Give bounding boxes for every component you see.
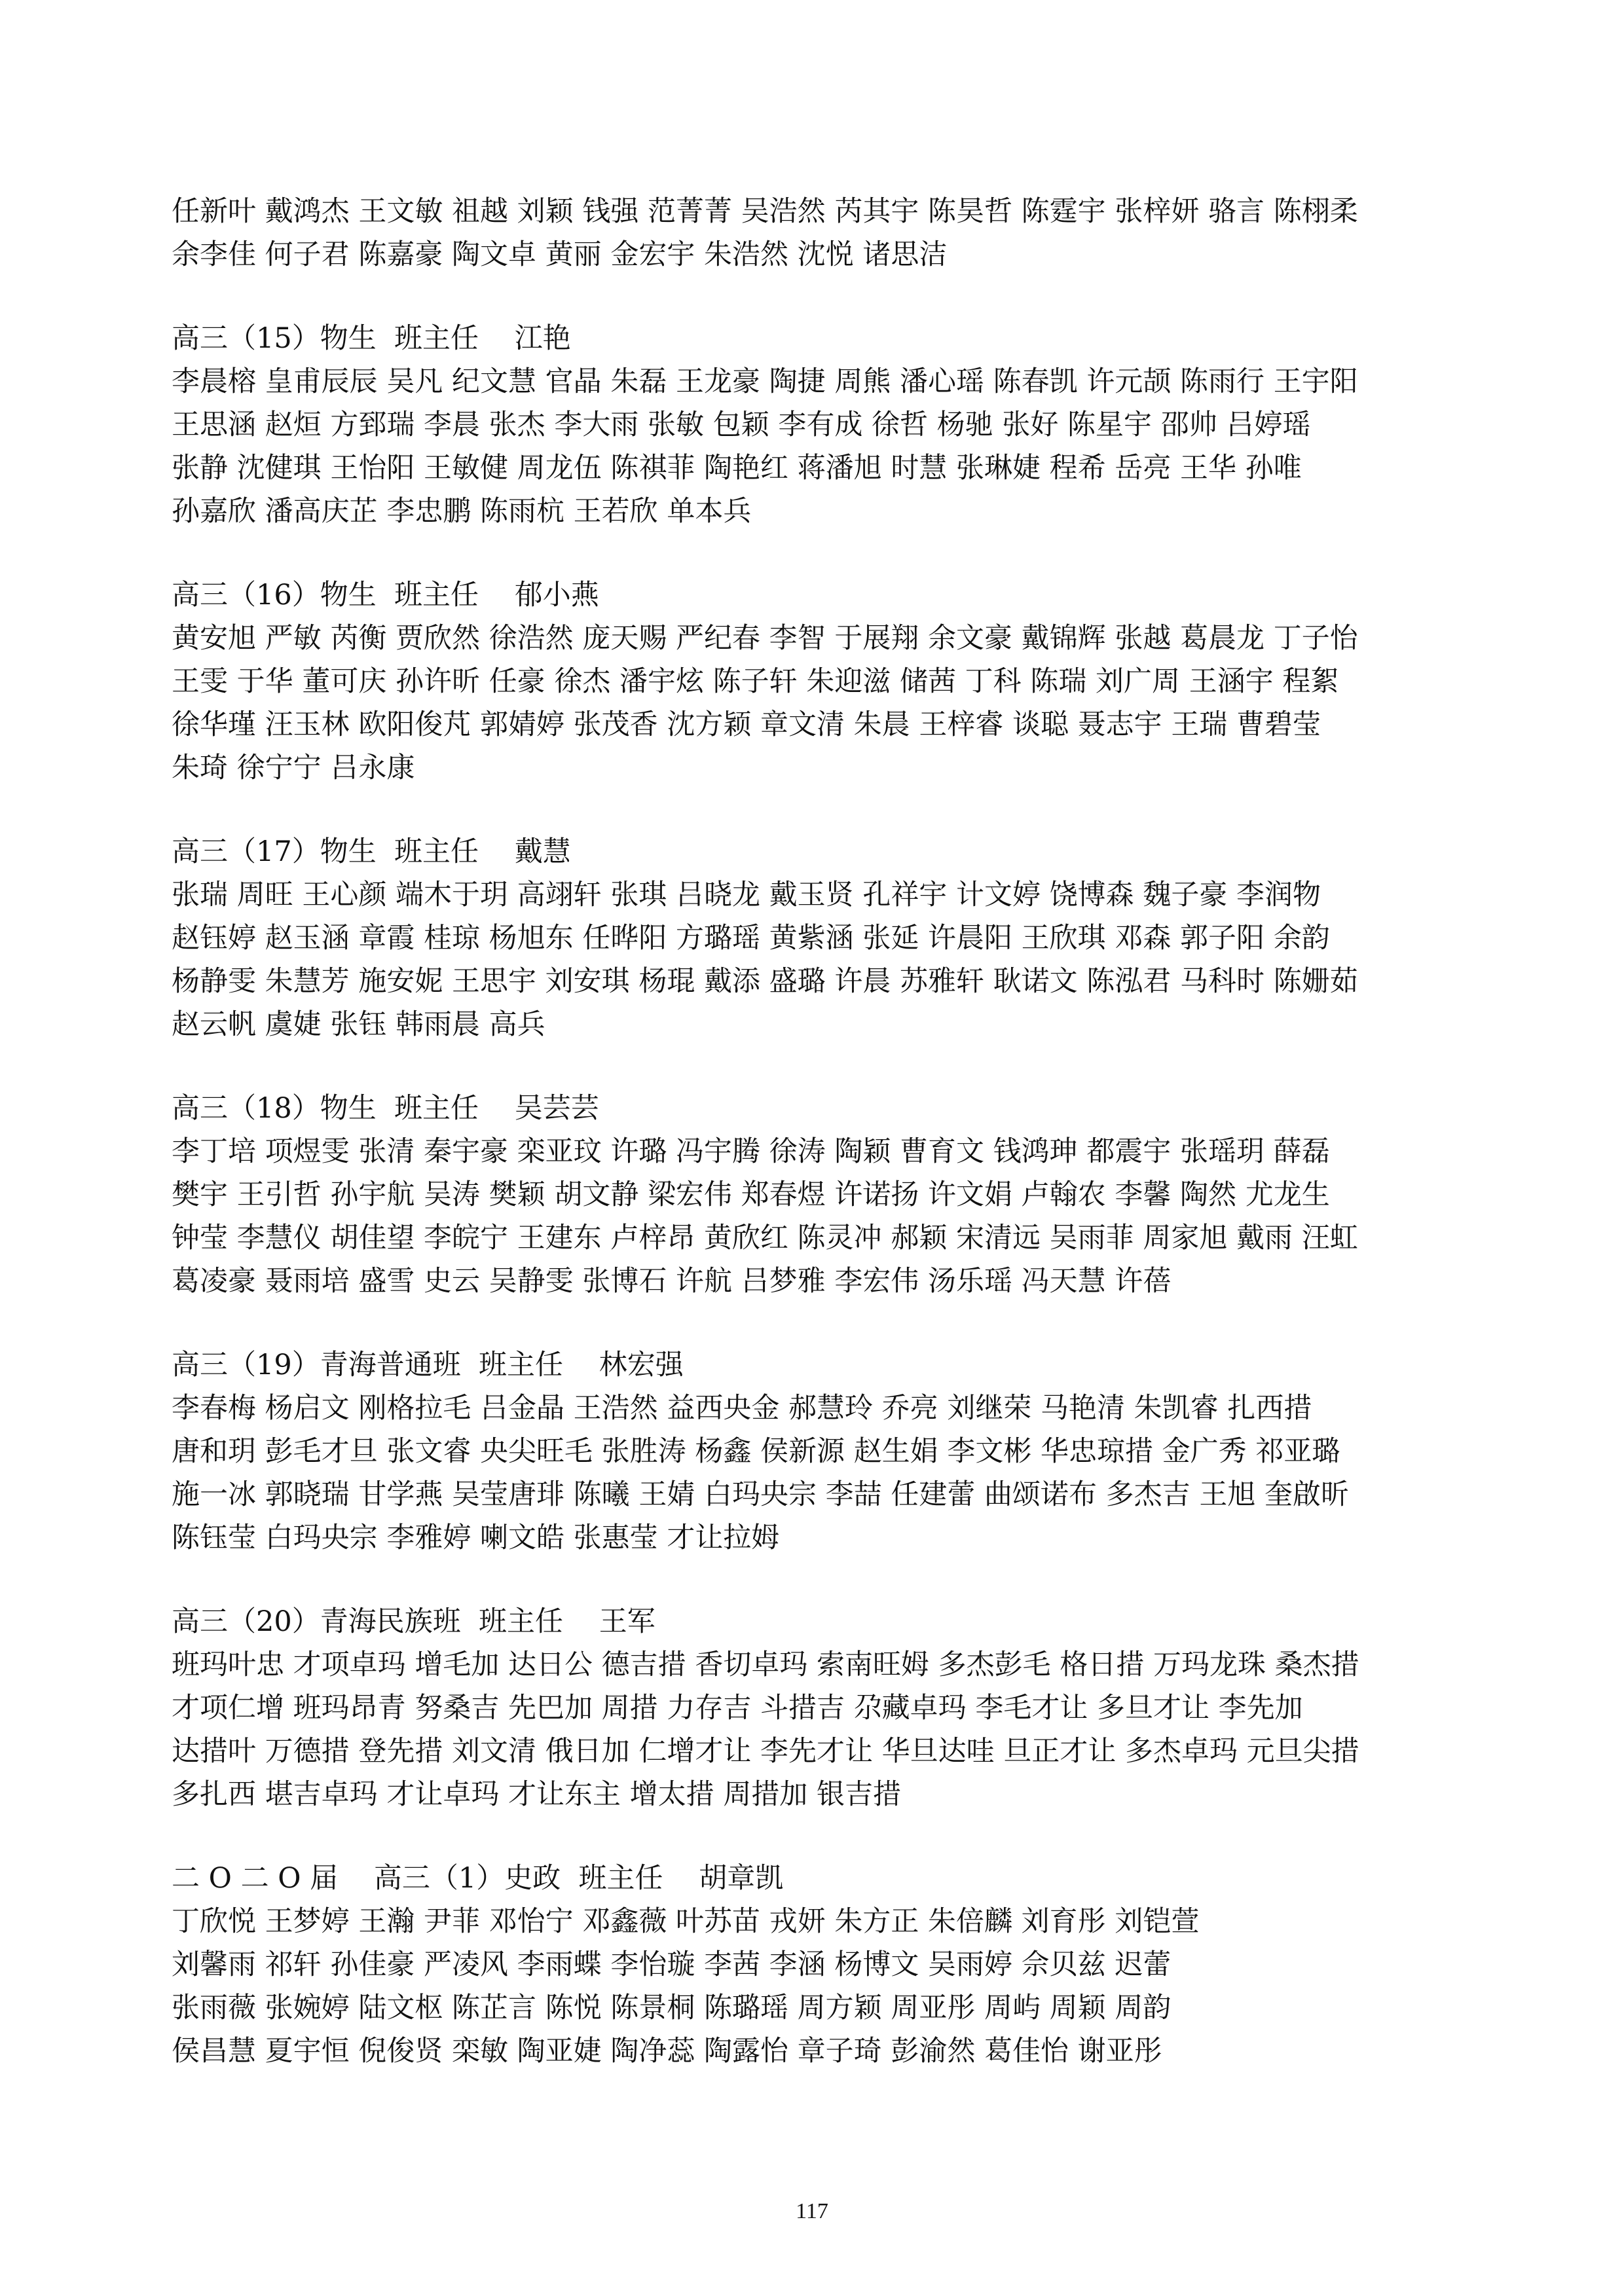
name-list-line: 刘馨雨 祁轩 孙佳豪 严凌风 李雨蝶 李怡璇 李茜 李涵 杨博文 吴雨婷 佘贝兹 迟蕾 [172,1948,1172,1981]
name-list-line: 黄安旭 严敏 芮衡 贾欣然 徐浩然 庞天赐 严纪春 李智 于展翔 余文豪 戴锦辉 张越 葛晨龙 丁子怡 [172,622,1358,655]
name-list-line: 王思涵 赵烜 方郅瑞 李晨 张杰 李大雨 张敏 包颖 李有成 徐哲 杨驰 张好 陈星宇 邵帅 吕婷瑶 [172,409,1311,441]
name-list-line: 多扎西 堪吉卓玛 才让卓玛 才让东主 增太措 周措加 银吉措 [172,1778,902,1811]
class-heading: 高三（19）青海普通班 班主任 林宏强 [172,1349,684,1381]
class-section [172,574,1475,790]
name-list-line: 才项仁增 班玛昂青 努桑吉 先巴加 周措 力存吉 斗措吉 尕藏卓玛 李毛才让 多旦才让 李先加 [172,1692,1303,1724]
class-section [172,1087,1475,1303]
name-list-line: 丁欣悦 王梦婷 王瀚 尹菲 邓怡宁 邓鑫薇 叶苏苗 戎妍 朱方正 朱倍麟 刘育彤 刘铠萱 [172,1905,1200,1938]
name-list-line: 杨静雯 朱慧芳 施安妮 王思宇 刘安琪 杨琨 戴添 盛璐 许晨 苏雅轩 耿诺文 陈泓君 马科时 陈姗茹 [172,965,1358,998]
class-heading: 高三（20）青海民族班 班主任 王军 [172,1605,655,1638]
name-list-line: 李丁培 项煜雯 张清 秦宇豪 栾亚玟 许璐 冯宇腾 徐涛 陶颖 曹育文 钱鸿珅 都震宇 张瑶玥 薛磊 [172,1135,1330,1168]
name-list-line: 朱琦 徐宁宁 吕永康 [172,752,415,784]
page-number: 117 [796,2199,828,2223]
name-list-line: 孙嘉欣 潘高庆芷 李忠鹏 陈雨杭 王若欣 单本兵 [172,495,752,528]
name-list-line: 樊宇 王引哲 孙宇航 吴涛 樊颖 胡文静 梁宏伟 郑春煜 许诺扬 许文娟 卢翰农 李馨 陶然 尤龙生 [172,1178,1330,1211]
class-heading: 高三（16）物生 班主任 郁小燕 [172,579,599,611]
class-heading: 高三（18）物生 班主任 吴芸芸 [172,1092,599,1125]
name-list-line: 唐和玥 彭毛才旦 张文睿 央尖旺毛 张胜涛 杨鑫 侯新源 赵生娟 李文彬 华忠琼措 金广秀 祁亚璐 [172,1435,1340,1468]
document-body [172,190,1475,2073]
name-list-line: 余李佳 何子君 陈嘉豪 陶文卓 黄丽 金宏宇 朱浩然 沈悦 诸思洁 [172,238,948,271]
name-list-section [172,190,1475,276]
name-list-line: 葛凌豪 聂雨培 盛雪 史云 吴静雯 张博石 许航 吕梦雅 李宏伟 汤乐瑶 冯天慧 许蓓 [172,1265,1172,1298]
name-list-line: 侯昌慧 夏宇恒 倪俊贤 栾敏 陶亚婕 陶净蕊 陶露怡 章子琦 彭渝然 葛佳怡 谢亚彤 [172,2035,1162,2068]
class-heading: 高三（17）物生 班主任 戴慧 [172,835,571,868]
name-list-line: 张雨薇 张婉婷 陆文枢 陈芷言 陈悦 陈景桐 陈璐瑶 周方颖 周亚彤 周屿 周颖 周韵 [172,1992,1172,2024]
class-heading: 二 O 二 O 届 高三（1）史政 班主任 胡章凯 [172,1862,784,1895]
class-section [172,1343,1475,1559]
class-heading: 高三（15）物生 班主任 江艳 [172,322,571,355]
name-list-line: 李晨榕 皇甫辰辰 吴凡 纪文慧 官晶 朱磊 王龙豪 陶捷 周熊 潘心瑶 陈春凯 许元颉 陈雨行 王宇阳 [172,365,1358,398]
name-list-line: 赵钰婷 赵玉涵 章霞 桂琼 杨旭东 任晔阳 方璐瑶 黄紫涵 张延 许晨阳 王欣琪 邓森 郭子阳 余韵 [172,922,1330,955]
name-list-line: 班玛叶忠 才项卓玛 增毛加 达日公 德吉措 香切卓玛 索南旺姆 多杰彭毛 格日措 万玛龙珠 桑杰措 [172,1649,1359,1681]
name-list-line: 施一冰 郭晓瑞 甘学燕 吴莹唐琲 陈曦 王婧 白玛央宗 李喆 任建蕾 曲颂诺布 多杰吉 王旭 奎啟昕 [172,1478,1350,1511]
name-list-line: 张瑞 周旺 王心颜 端木于玥 高翊轩 张琪 吕晓龙 戴玉贤 孔祥宇 计文婷 饶博森 魏子豪 李润物 [172,879,1321,911]
name-list-line: 钟莹 李慧仪 胡佳望 李皖宁 王建东 卢梓昂 黄欣红 陈灵冲 郝颖 宋清远 吴雨菲 周家旭 戴雨 汪虹 [172,1222,1358,1254]
name-list-line: 徐华瑾 汪玉林 欧阳俊芃 郭婧婷 张茂香 沈方颖 章文清 朱晨 王梓睿 谈聪 聂志宇 王瑞 曹碧莹 [172,708,1321,741]
name-list-line: 达措叶 万德措 登先措 刘文清 俄日加 仁增才让 李先才让 华旦达哇 旦正才让 多杰卓玛 元旦尖措 [172,1735,1359,1768]
class-section [172,1600,1475,1816]
name-list-line: 张静 沈健琪 王怡阳 王敏健 周龙伍 陈祺菲 陶艳红 蒋潘旭 时慧 张琳婕 程希 岳亮 王华 孙唯 [172,452,1302,484]
name-list-line: 王雯 于华 董可庆 孙许昕 任豪 徐杰 潘宇炫 陈子轩 朱迎滋 储茜 丁科 陈瑞 刘广周 王涵宇 程絮 [172,665,1339,698]
name-list-line: 任新叶 戴鸿杰 王文敏 祖越 刘颖 钱强 范菁菁 吴浩然 芮其宇 陈昊哲 陈霆宇 张梓妍 骆言 陈栩柔 [172,195,1358,228]
class-section [172,830,1475,1046]
class-section [172,1857,1475,2073]
name-list-line: 赵云帆 虞婕 张钰 韩雨晨 高兵 [172,1008,545,1041]
name-list-line: 李春梅 杨启文 刚格拉毛 吕金晶 王浩然 益西央金 郝慧玲 乔亮 刘继荣 马艳清 朱凯睿 扎西措 [172,1392,1312,1425]
name-list-line: 陈钰莹 白玛央宗 李雅婷 喇文皓 张惠莹 才让拉姆 [172,1522,780,1554]
class-section [172,317,1475,533]
